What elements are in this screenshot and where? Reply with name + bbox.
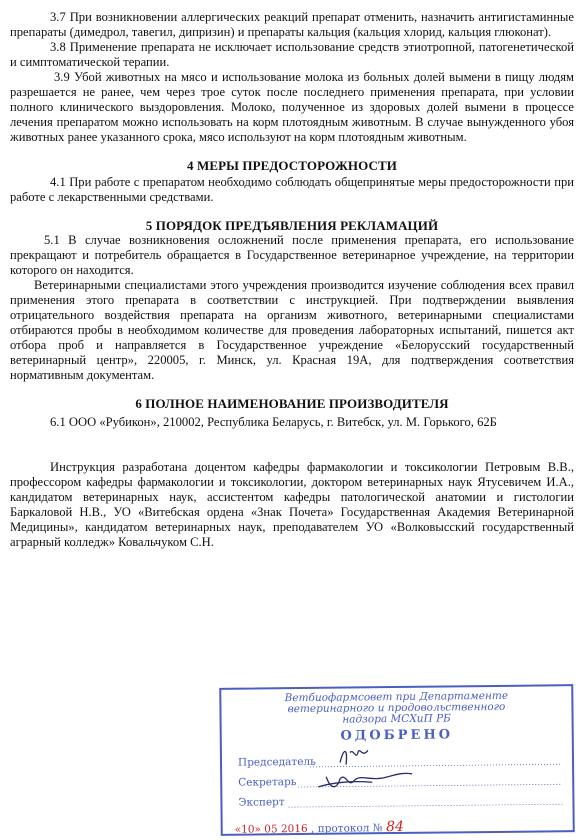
protocol-date: «10» 05 2016: [234, 822, 308, 836]
stamp-protocol-line: «10» 05 2016 , протокол № 84: [234, 818, 404, 836]
secretary-signature: [318, 773, 412, 787]
protocol-number: 84: [385, 818, 404, 836]
stamp-organization-line2: ветеринарного и продовольственного: [287, 700, 506, 716]
stamp-expert-label: Эксперт: [238, 796, 285, 809]
section-4-title: 4 МЕРЫ ПРЕДОСТОРОЖНОСТИ: [187, 158, 397, 173]
paragraph-3-8: 3.8 Применение препарата не исключает использование средств этиотропной, патогенетической и симптоматической терапии.: [10, 40, 574, 69]
stamp-approved-label: ОДОБРЕНО: [340, 727, 454, 744]
stamp-secretary-label: Секретарь: [238, 776, 297, 789]
section-5-title: 5 ПОРЯДОК ПРЕДЪЯВЛЕНИЯ РЕКЛАМАЦИЙ: [145, 218, 439, 233]
approval-stamp: [219, 684, 575, 836]
stamp-chairman-label: Председатель: [237, 755, 316, 769]
protocol-label: протокол №: [317, 822, 383, 835]
paragraph-3-7: 3.7 При возникновении аллергических реакций препарат отменить, назначить антигистаминные препараты (димедрол, тавегил, дипризин) и препараты кальция (кальция хлорид, кальция глюконат).: [10, 10, 574, 39]
chairman-signature: [340, 750, 368, 764]
stamp-lines: [221, 686, 577, 838]
paragraph-3-9: 3.9 Убой животных на мясо и использование молока из больных долей вымени в пищу людям разрешается не ранее, чем через трое суток после последнего применения препарата, при условии полного клинического выздоровления. Молоко, полученное из здоровых долей вымени в процессе лечения препаратом можно использовать на корм плотоядным животным. В случае вынужденного убоя животных ранее указанного срока, мясо используют на корм плотоядным животным.: [10, 70, 574, 144]
paragraph-5-1: 5.1 В случае возникновения осложнений после применения препарата, его использование прекращают и потребитель обращается в Государственное ветеринарное учреждение, на территории которого он находится.: [10, 233, 574, 277]
paragraph-5-2: Ветеринарными специалистами этого учреждения производится изучение соблюдения всех правил применения этого препарата в соответствии с инструкцией. При подтверждении выявления отрицательного воздействия препарата на организм животного, ветеринарными специалистами отбираются пробы в необходимом количестве для проведения лабораторных испытаний, пишется акт отбора проб и направляется в Государственное учреждение «Белорусский государственный ветеринарный центр», 220005, г. Минск, ул. Красная 19А, для подтверждения соответствия нормативным документам.: [10, 278, 574, 382]
stamp-organization-line1: Ветбиофармсовет при Департаменте: [284, 689, 509, 705]
authors-paragraph: Инструкция разработана доцентом кафедры фармакологии и токсикологии Петровым В.В., профессором кафедры фармакологии и токсикологии, доктором ветеринарных наук Ятусевичем И.А., кандидатом ветеринарных наук, ассистентом кафедры патологической анатомии и гистологии Баркаловой Н.В., УО «Витебская ордена «Знак Почета» Государственная Академия Ветеринарной Медицины», кандидатом ветеринарных наук, преподавателем УО «Волковысский государственный аграрный колледж» Ковальчуком С.Н.: [10, 460, 574, 549]
stamp-organization-line3: надзора МСХиП РБ: [342, 712, 451, 726]
section-6-title: 6 ПОЛНОЕ НАИМЕНОВАНИЕ ПРОИЗВОДИТЕЛЯ: [135, 396, 449, 411]
paragraph-4-1: 4.1 При работе с препаратом необходимо соблюдать общепринятые меры предосторожности при работе с лекарственными средствами.: [10, 175, 574, 204]
paragraph-6-1: 6.1 ООО «Рубикон», 210002, Республика Беларусь, г. Витебск, ул. М. Горького, 62Б: [50, 415, 497, 429]
